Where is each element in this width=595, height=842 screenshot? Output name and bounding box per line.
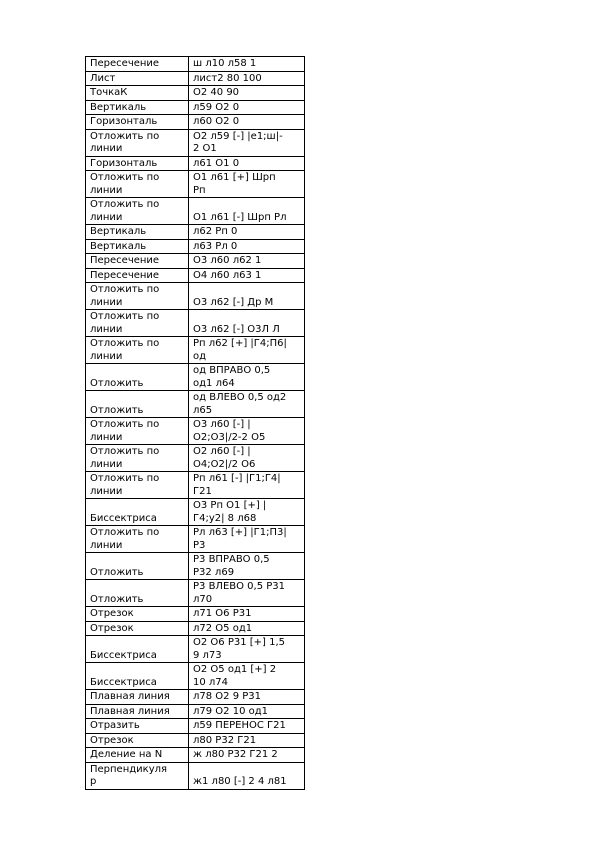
table-row xyxy=(86,86,305,101)
command-params-cell: О2 л59 [-] |е1;ш|- 2 О1 xyxy=(189,129,305,156)
command-name-cell: Вертикаль xyxy=(86,239,189,254)
table-row xyxy=(86,239,305,254)
command-params-cell: Рл л63 [+] |Г1;П3| Р3 xyxy=(189,526,305,553)
command-params-cell: л61 О1 0 xyxy=(189,156,305,171)
command-name-cell: Отложить по линии xyxy=(86,418,189,445)
command-params-cell: О2 л60 [-] | О4;О2|/2 О6 xyxy=(189,445,305,472)
command-name-cell: Отложить по линии xyxy=(86,526,189,553)
command-params-cell: ж1 л80 [-] 2 4 л81 xyxy=(189,762,305,789)
command-name-cell: Отрезок xyxy=(86,733,189,748)
command-name-cell: Пересечение xyxy=(86,268,189,283)
table-row xyxy=(86,225,305,240)
command-name-cell: Отложить по линии xyxy=(86,198,189,225)
table-row xyxy=(86,254,305,269)
table-row xyxy=(86,364,305,391)
command-name-cell: Отложить по линии xyxy=(86,310,189,337)
command-params-cell: од ВПРАВО 0,5 од1 л64 xyxy=(189,364,305,391)
command-name-cell: Пересечение xyxy=(86,57,189,72)
command-name-cell: Отложить по линии xyxy=(86,337,189,364)
command-params-cell: О2 О5 од1 [+] 2 10 л74 xyxy=(189,663,305,690)
table-row xyxy=(86,526,305,553)
command-name-cell: Отложить xyxy=(86,553,189,580)
table-row xyxy=(86,115,305,130)
command-name-cell: Горизонталь xyxy=(86,156,189,171)
document-sheet xyxy=(85,56,305,790)
table-row xyxy=(86,156,305,171)
table-row xyxy=(86,580,305,607)
command-name-cell: ТочкаК xyxy=(86,86,189,101)
table-row xyxy=(86,663,305,690)
command-params-cell: О3 л60 л62 1 xyxy=(189,254,305,269)
command-params-cell: О3 Рп О1 [+] | Г4;у2| 8 л68 xyxy=(189,499,305,526)
command-name-cell: Отложить xyxy=(86,580,189,607)
command-params-cell: О2 40 90 xyxy=(189,86,305,101)
table-row xyxy=(86,472,305,499)
table-row xyxy=(86,71,305,86)
command-params-cell: О4 л60 л63 1 xyxy=(189,268,305,283)
command-params-cell: л60 О2 0 xyxy=(189,115,305,130)
table-row xyxy=(86,690,305,705)
command-params-cell: О3 л60 [-] | О2;О3|/2-2 О5 xyxy=(189,418,305,445)
command-name-cell: Пересечение xyxy=(86,254,189,269)
command-name-cell: Отложить xyxy=(86,391,189,418)
table-row xyxy=(86,171,305,198)
table-row xyxy=(86,748,305,763)
command-name-cell: Отрезок xyxy=(86,621,189,636)
command-params-cell: л62 Рп 0 xyxy=(189,225,305,240)
command-params-cell: О1 л61 [-] Шрп Рл xyxy=(189,198,305,225)
command-params-cell: Р3 ВПРАВО 0,5 Р32 л69 xyxy=(189,553,305,580)
command-params-cell: О3 л62 [-] Др М xyxy=(189,283,305,310)
table-row xyxy=(86,310,305,337)
command-params-cell: од ВЛЕВО 0,5 од2 л65 xyxy=(189,391,305,418)
command-name-cell: Отложить по линии xyxy=(86,472,189,499)
command-table xyxy=(85,56,305,790)
command-name-cell: Отложить по линии xyxy=(86,129,189,156)
table-row xyxy=(86,445,305,472)
command-params-cell: О3 л62 [-] О3Л Л xyxy=(189,310,305,337)
command-name-cell: Отложить по линии xyxy=(86,171,189,198)
command-params-cell: лист2 80 100 xyxy=(189,71,305,86)
command-params-cell: Рп л62 [+] |Г4;П6| од xyxy=(189,337,305,364)
command-params-cell: л78 О2 9 Р31 xyxy=(189,690,305,705)
table-row xyxy=(86,621,305,636)
command-name-cell: Вертикаль xyxy=(86,100,189,115)
command-params-cell: л63 Рл 0 xyxy=(189,239,305,254)
table-row xyxy=(86,499,305,526)
command-params-cell: Рп л61 [-] |Г1;Г4| Г21 xyxy=(189,472,305,499)
command-params-cell: л59 О2 0 xyxy=(189,100,305,115)
command-table-body xyxy=(86,57,305,790)
command-params-cell: л80 Р32 Г21 xyxy=(189,733,305,748)
command-name-cell: Биссектриса xyxy=(86,663,189,690)
table-row xyxy=(86,553,305,580)
command-params-cell: ш л10 л58 1 xyxy=(189,57,305,72)
command-name-cell: Плавная линия xyxy=(86,704,189,719)
table-row xyxy=(86,198,305,225)
command-params-cell: л72 О5 од1 xyxy=(189,621,305,636)
command-params-cell: О1 л61 [+] Шрп Рп xyxy=(189,171,305,198)
command-name-cell: Отразить xyxy=(86,719,189,734)
command-name-cell: Лист xyxy=(86,71,189,86)
command-name-cell: Горизонталь xyxy=(86,115,189,130)
command-name-cell: Плавная линия xyxy=(86,690,189,705)
table-row xyxy=(86,57,305,72)
table-row xyxy=(86,636,305,663)
table-row xyxy=(86,129,305,156)
table-row xyxy=(86,100,305,115)
table-row xyxy=(86,283,305,310)
command-name-cell: Отложить по линии xyxy=(86,283,189,310)
command-name-cell: Биссектриса xyxy=(86,499,189,526)
command-params-cell: ж л80 Р32 Г21 2 xyxy=(189,748,305,763)
table-row xyxy=(86,762,305,789)
command-name-cell: Отрезок xyxy=(86,607,189,622)
command-params-cell: О2 О6 Р31 [+] 1,5 9 л73 xyxy=(189,636,305,663)
command-name-cell: Отложить xyxy=(86,364,189,391)
table-row xyxy=(86,337,305,364)
command-name-cell: Отложить по линии xyxy=(86,445,189,472)
table-row xyxy=(86,391,305,418)
command-params-cell: л71 О6 Р31 xyxy=(189,607,305,622)
command-name-cell: Биссектриса xyxy=(86,636,189,663)
command-name-cell: Деление на N xyxy=(86,748,189,763)
table-row xyxy=(86,607,305,622)
command-params-cell: л79 О2 10 од1 xyxy=(189,704,305,719)
table-row xyxy=(86,418,305,445)
table-row xyxy=(86,704,305,719)
command-params-cell: л59 ПЕРЕНОС Г21 xyxy=(189,719,305,734)
table-row xyxy=(86,733,305,748)
command-name-cell: Перпендикуля р xyxy=(86,762,189,789)
command-name-cell: Вертикаль xyxy=(86,225,189,240)
table-row xyxy=(86,268,305,283)
table-row xyxy=(86,719,305,734)
command-params-cell: Р3 ВЛЕВО 0,5 Р31 л70 xyxy=(189,580,305,607)
